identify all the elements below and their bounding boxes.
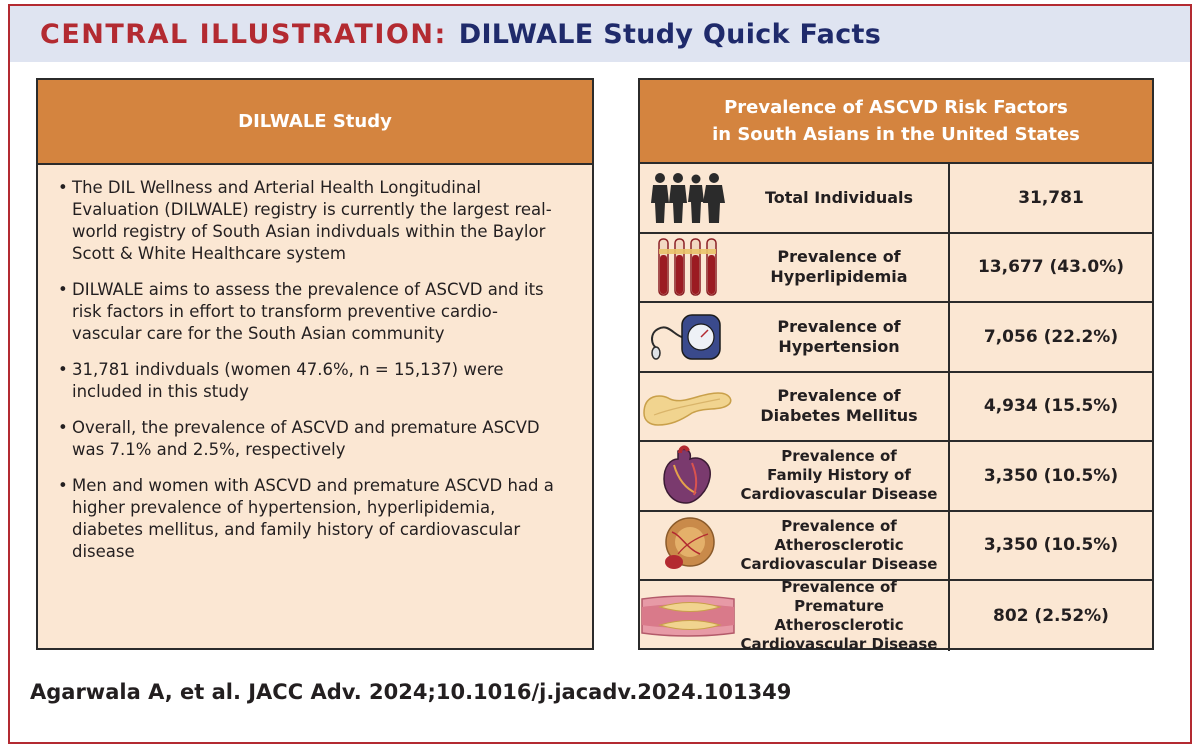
row-label-line: Hyperlipidemia: [770, 267, 908, 287]
row-label: [736, 386, 948, 426]
artery-cross-section-icon: [640, 512, 736, 580]
bullet-icon: •: [58, 418, 68, 437]
row-label-line: Total Individuals: [764, 187, 914, 207]
row-label-line: Prevalence of: [781, 516, 897, 535]
study-summary-header: DILWALE Study: [38, 80, 592, 165]
row-label-line: Prevalence of: [781, 447, 897, 466]
people-icon: [640, 164, 736, 232]
bullet-item: [58, 177, 566, 265]
row-value: 4,934 (15.5%): [983, 396, 1119, 417]
bullet-text: Overall, the prevalence of ASCVD and premature ASCVD was 7.1% and 2.5%, respectively: [72, 418, 540, 459]
table-row: [640, 303, 1152, 373]
table-row: [640, 373, 1152, 443]
row-value: 3,350 (10.5%): [983, 535, 1119, 556]
bullet-icon: •: [58, 476, 68, 495]
row-label-cell: [640, 512, 950, 580]
bullet-icon: •: [58, 280, 68, 299]
bullet-text: 31,781 indivduals (women 47.6%, n = 15,137) were included in this study: [72, 360, 504, 401]
row-value: 13,677 (43.0%): [977, 257, 1125, 278]
row-label-cell: [640, 303, 950, 371]
row-label: [736, 317, 948, 357]
pancreas-icon: [640, 373, 736, 441]
bullet-text: Men and women with ASCVD and premature ASCVD had a higher prevalence of hypertension, hyperlipidemia, diabetes mellitus, and family history of cardiovascular disease: [72, 476, 554, 561]
row-label-cell: [640, 577, 950, 653]
row-label-cell: [640, 442, 950, 510]
heart-icon: [640, 442, 736, 510]
citation: Agarwala A, et al. JACC Adv. 2024;10.1016/j.jacadv.2024.101349: [30, 680, 792, 704]
row-label-line: Prevalence of Premature: [781, 577, 897, 615]
row-value: 31,781: [1018, 187, 1084, 208]
row-label: [736, 517, 948, 574]
row-label-line: Prevalence of: [777, 386, 901, 406]
row-label: [736, 447, 948, 504]
row-label-line: Prevalence of: [777, 247, 901, 267]
bullet-item: [58, 475, 566, 563]
bullet-text: DILWALE aims to assess the prevalence of ASCVD and its risk factors in effort to transform preventive cardio-vascular care for the South Asian community: [72, 280, 544, 343]
row-label-line: Cardiovascular Disease: [740, 554, 938, 573]
study-bullets: [38, 165, 592, 563]
bullet-text: The DIL Wellness and Arterial Health Longitudinal Evaluation (DILWALE) registry is currently the largest real-world registry of South Asian indivduals within the Baylor Scott & White Healthcare system: [72, 178, 552, 263]
bullet-icon: •: [58, 360, 68, 379]
plaque-artery-icon: [640, 581, 736, 651]
bullet-item: [58, 359, 566, 403]
table-row: [640, 442, 1152, 512]
title-bar: [10, 6, 1190, 62]
row-value: 802 (2.52%): [993, 605, 1109, 626]
header-line-1: Prevalence of ASCVD Risk Factors: [724, 97, 1068, 118]
row-label-line: Family History of: [767, 466, 911, 485]
row-value: 3,350 (10.5%): [983, 465, 1119, 486]
bullet-item: [58, 279, 566, 345]
row-label: [736, 578, 948, 654]
blood-tubes-icon: [640, 234, 736, 302]
bullet-icon: •: [58, 178, 68, 197]
row-label: [736, 247, 948, 287]
table-row: [640, 512, 1152, 582]
row-label-line: Hypertension: [778, 336, 900, 356]
row-label-cell: [640, 373, 950, 441]
row-label-line: Atherosclerotic: [774, 615, 904, 634]
title-main: DILWALE Study Quick Facts: [458, 18, 882, 50]
header-line-2: in South Asians in the United States: [712, 124, 1080, 145]
table-row: [640, 164, 1152, 234]
row-label-cell: [640, 234, 950, 302]
row-label-line: Atherosclerotic: [774, 535, 904, 554]
table-row: [640, 234, 1152, 304]
prevalence-table: [638, 78, 1154, 653]
prevalence-table-header: [640, 80, 1152, 164]
row-value: 7,056 (22.2%): [983, 326, 1119, 347]
title-prefix: CENTRAL ILLUSTRATION:: [40, 18, 447, 50]
row-label-line: Cardiovascular Disease: [740, 485, 938, 504]
table-row: [640, 577, 1152, 653]
blood-pressure-cuff-icon: [640, 303, 736, 371]
bullet-item: [58, 417, 566, 461]
row-label-line: Cardiovascular Disease: [740, 634, 938, 653]
row-label: [736, 188, 948, 208]
study-summary-panel: [36, 78, 594, 650]
row-label-line: Diabetes Mellitus: [760, 406, 918, 426]
row-label-line: Prevalence of: [777, 316, 901, 336]
row-label-cell: [640, 164, 950, 232]
